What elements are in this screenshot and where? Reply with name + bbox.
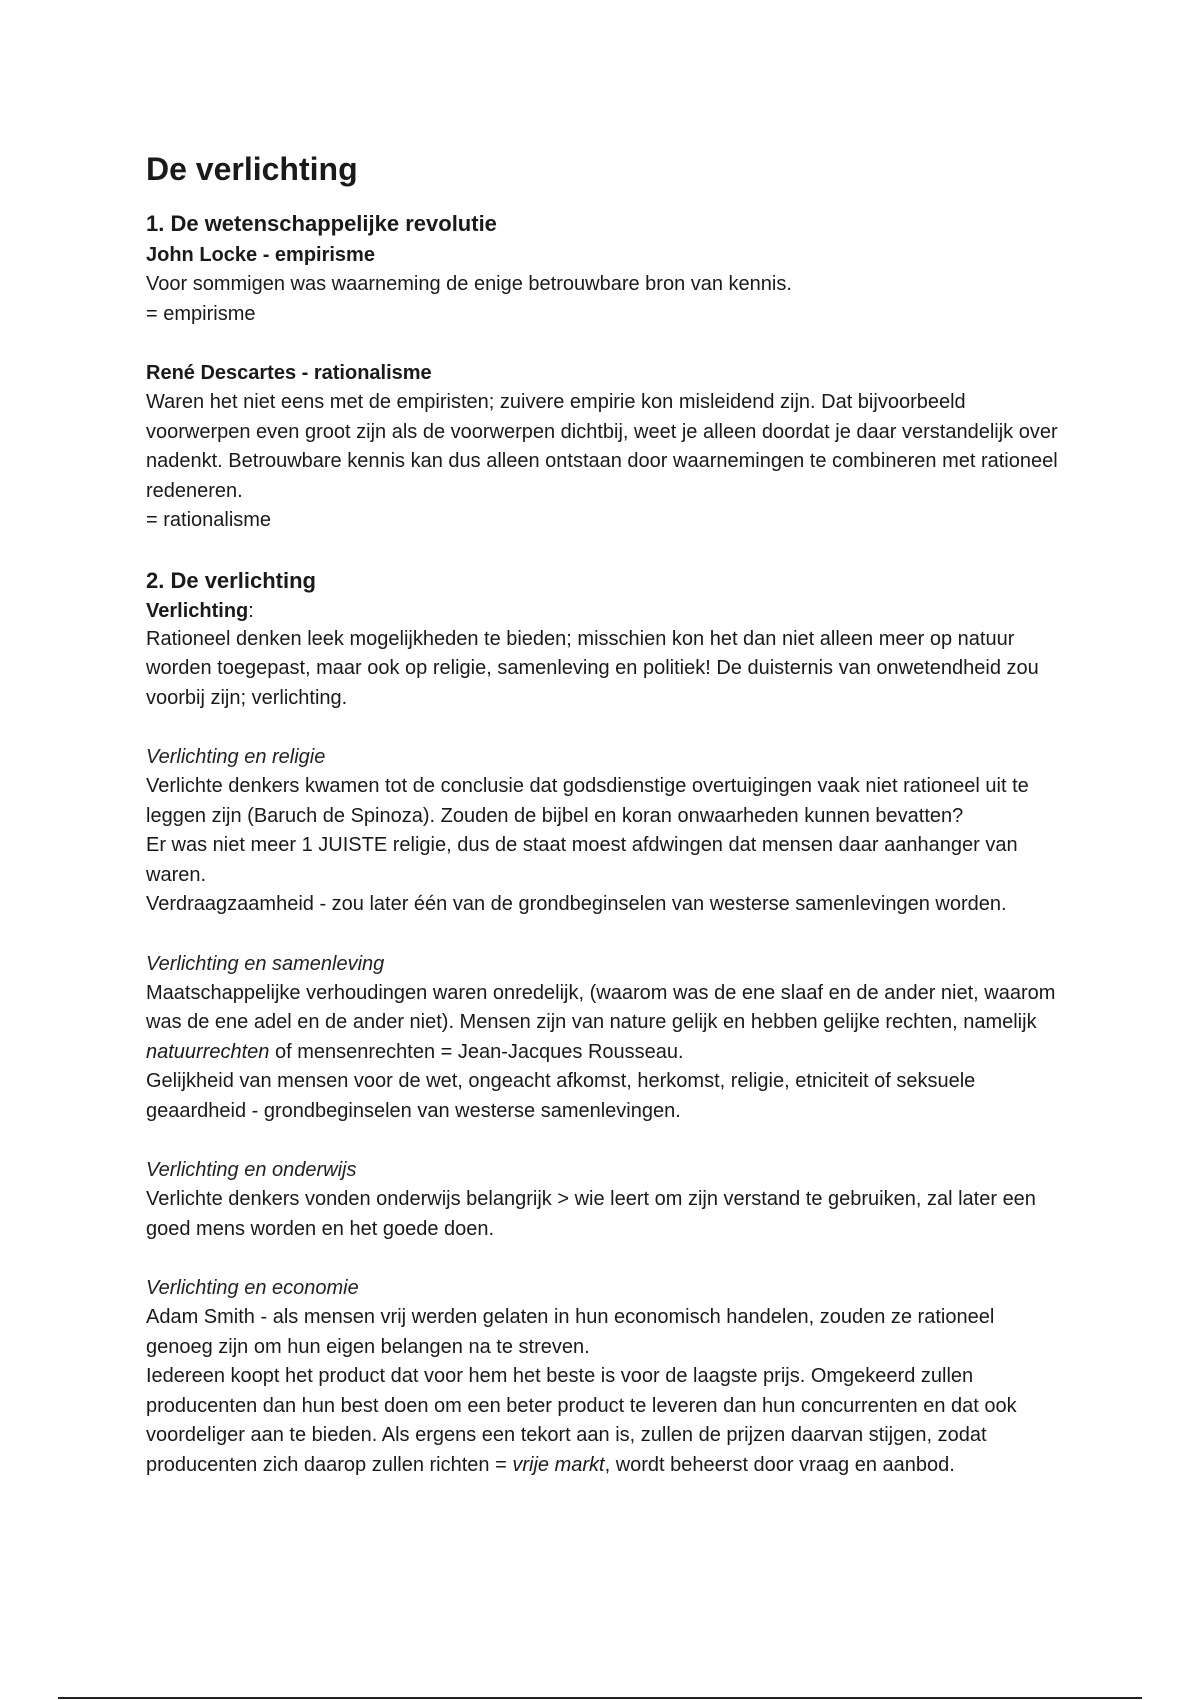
subheading-samenleving: Verlichting en samenleving [146, 952, 385, 975]
page-title: De verlichting [146, 151, 358, 187]
religie-p2: Er was niet meer 1 JUISTE religie, dus de staat moest afdwingen dat mensen daar aanhanger van waren. [146, 834, 1018, 886]
descartes-text: Waren het niet eens met de empiristen; zuivere empirie kon misleidend zijn. Dat bijvoorbeeld voorwerpen even groot zijn als de voorwerpen dichtbij, weet je alleen doordat je daar verstandelijk over nadenkt. Betrouwbare kennis kan dus alleen ontstaan door waarnemingen te combineren met rationeel redeneren. [146, 391, 1058, 502]
subheading-locke: John Locke - empirisme [146, 244, 375, 267]
natuurrechten-term: natuurrechten [146, 1040, 270, 1063]
onderwijs-p1: Verlichte denkers vonden onderwijs belangrijk > wie leert om zijn verstand te gebruiken, zal later een goed mens worden en het goede doen. [146, 1188, 1036, 1240]
subheading-onderwijs: Verlichting en onderwijs [146, 1159, 357, 1182]
locke-text: Voor sommigen was waarneming de enige betrouwbare bron van kennis. [146, 273, 792, 296]
religie-p1: Verlichte denkers kwamen tot de conclusie dat godsdienstige overtuigingen vaak niet rationeel uit te leggen zijn (Baruch de Spinoza). Zouden de bijbel en koran onwaarheden kunnen bevatten? [146, 775, 1029, 827]
religie-p3: Verdraagzaamheid - zou later één van de grondbeginselen van westerse samenlevingen worden. [146, 893, 1007, 916]
page-bottom-divider [58, 1697, 1142, 1699]
verlichting-intro: Rationeel denken leek mogelijkheden te bieden; misschien kon het dan niet alleen meer op natuur worden toegepast, maar ook op religie, samenleving en politiek! De duisternis van onwetendheid zou voorbij zijn; verlichting. [146, 627, 1039, 709]
subheading-religie: Verlichting en religie [146, 746, 326, 769]
vrije-markt-term: vrije markt [512, 1453, 605, 1476]
document-page [146, 150, 1066, 1480]
descartes-definition: = rationalisme [146, 509, 272, 532]
economie-p2: Iedereen koopt het product dat voor hem het beste is voor de laagste prijs. Omgekeerd zullen producenten dan hun best doen om een beter product te leveren dan hun concurrenten en dat ook voordeliger aan te bieden. Als ergens een tekort aan is, zullen de prijzen daarvan stijgen, zodat producenten zich daarop zullen richten = vrije markt, wordt beheerst door vraag en aanbod. [146, 1365, 1017, 1476]
term-verlichting: Verlichting [146, 599, 249, 622]
samenleving-p1: Maatschappelijke verhoudingen waren onredelijk, (waarom was de ene slaaf en de ander niet, waarom was de ene adel en de ander niet). Mensen zijn van nature gelijk en hebben gelijke rechten, namelijk natuurrechten of mensenrechten = Jean-Jacques Rousseau. [146, 981, 1056, 1063]
locke-definition: = empirisme [146, 302, 256, 325]
subheading-descartes: René Descartes - rationalisme [146, 362, 432, 385]
section-heading-verlichting: 2. De verlichting [146, 567, 316, 593]
samenleving-p2: Gelijkheid van mensen voor de wet, ongeacht afkomst, herkomst, religie, etniciteit of seksuele geaardheid - grondbeginselen van westerse samenlevingen. [146, 1070, 976, 1122]
section-heading-wetenschappelijke-revolutie: 1. De wetenschappelijke revolutie [146, 211, 497, 237]
subheading-economie: Verlichting en economie [146, 1277, 359, 1300]
economie-p1: Adam Smith - als mensen vrij werden gelaten in hun economisch handelen, zouden ze rationeel genoeg zijn om hun eigen belangen na te streven. [146, 1306, 995, 1358]
term-line: Verlichting: [146, 599, 254, 622]
